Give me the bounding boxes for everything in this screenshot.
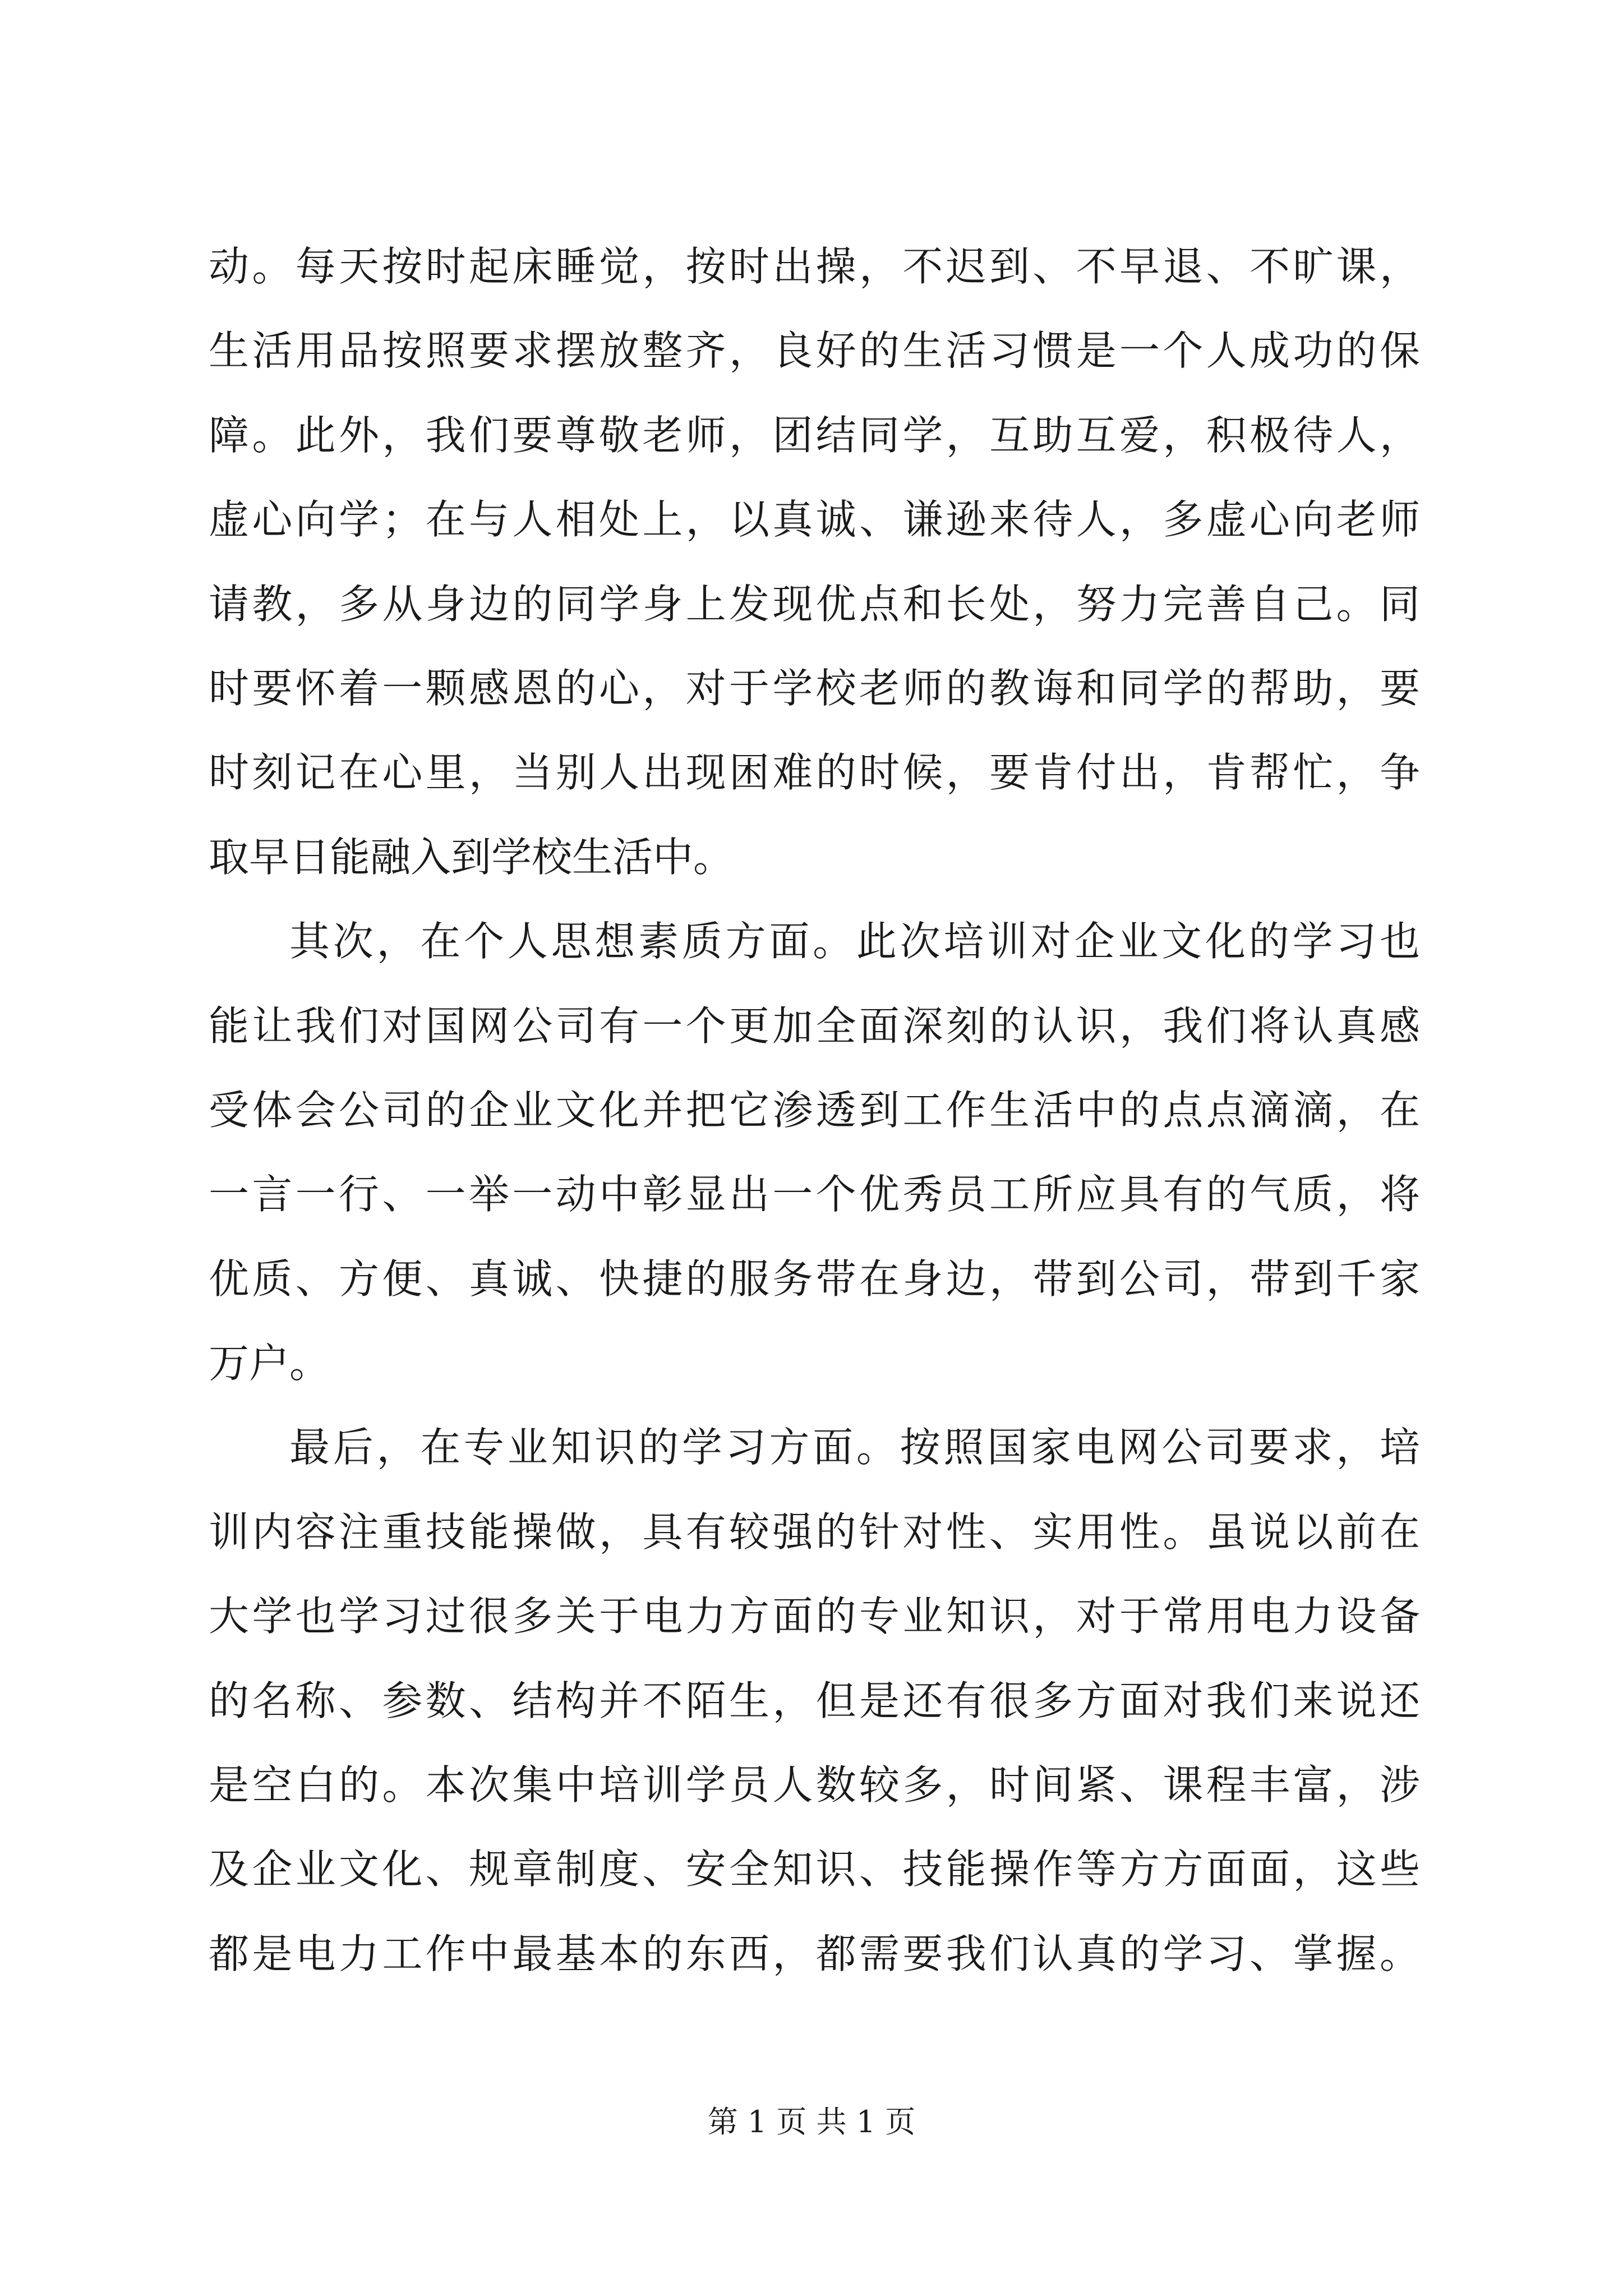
text-line: 虚心向学；在与人相处上，以真诚、谦逊来待人，多虚心向老师 <box>209 496 1420 544</box>
text-line: 及企业文化、规章制度、安全知识、技能操作等方方面面，这些 <box>209 1846 1420 1893</box>
text-line: 优质、方便、真诚、快捷的服务带在身边，带到公司，带到千家 <box>209 1255 1420 1303</box>
paragraph-3 <box>209 1405 1420 1996</box>
text-line: 时要怀着一颗感恩的心，对于学校老师的教诲和同学的帮助，要 <box>209 664 1420 712</box>
text-line: 万户。 <box>209 1340 330 1387</box>
text-line: 都是电力工作中最基本的东西，都需要我们认真的学习、掌握。 <box>209 1930 1420 1977</box>
text-line: 取早日能融入到学校生活中。 <box>209 833 734 881</box>
document-body <box>209 224 1420 1996</box>
text-line: 是空白的。本次集中培训学员人数较多，时间紧、课程丰富，涉 <box>209 1761 1420 1809</box>
text-line: 大学也学习过很多关于电力方面的专业知识，对于常用电力设备 <box>209 1593 1420 1640</box>
text-line: 受体会公司的企业文化并把它渗透到工作生活中的点点滴滴，在 <box>209 1086 1420 1134</box>
paragraph-2 <box>209 899 1420 1405</box>
text-line: 生活用品按照要求摆放整齐，良好的生活习惯是一个人成功的保 <box>209 327 1420 375</box>
text-line: 其次，在个人思想素质方面。此次培训对企业文化的学习也 <box>289 918 1420 965</box>
text-line: 动。每天按时起床睡觉，按时出操，不迟到、不早退、不旷课， <box>209 243 1420 290</box>
text-line: 请教，多从身边的同学身上发现优点和长处，努力完善自己。同 <box>209 580 1420 628</box>
text-line: 障。此外，我们要尊敬老师，团结同学，互助互爱，积极待人， <box>209 411 1420 459</box>
text-line: 训内容注重技能操做，具有较强的针对性、实用性。虽说以前在 <box>209 1508 1420 1556</box>
text-line: 能让我们对国网公司有一个更加全面深刻的认识，我们将认真感 <box>209 1002 1420 1050</box>
text-line: 最后，在专业知识的学习方面。按照国家电网公司要求，培 <box>289 1424 1420 1471</box>
page-number-footer: 第 1 页 共 1 页 <box>707 2104 916 2139</box>
paragraph-1 <box>209 224 1420 899</box>
text-line: 时刻记在心里，当别人出现困难的时候，要肯付出，肯帮忙，争 <box>209 749 1420 797</box>
text-line: 的名称、参数、结构并不陌生，但是还有很多方面对我们来说还 <box>209 1677 1420 1724</box>
text-line: 一言一行、一举一动中彰显出一个优秀员工所应具有的气质，将 <box>209 1171 1420 1218</box>
